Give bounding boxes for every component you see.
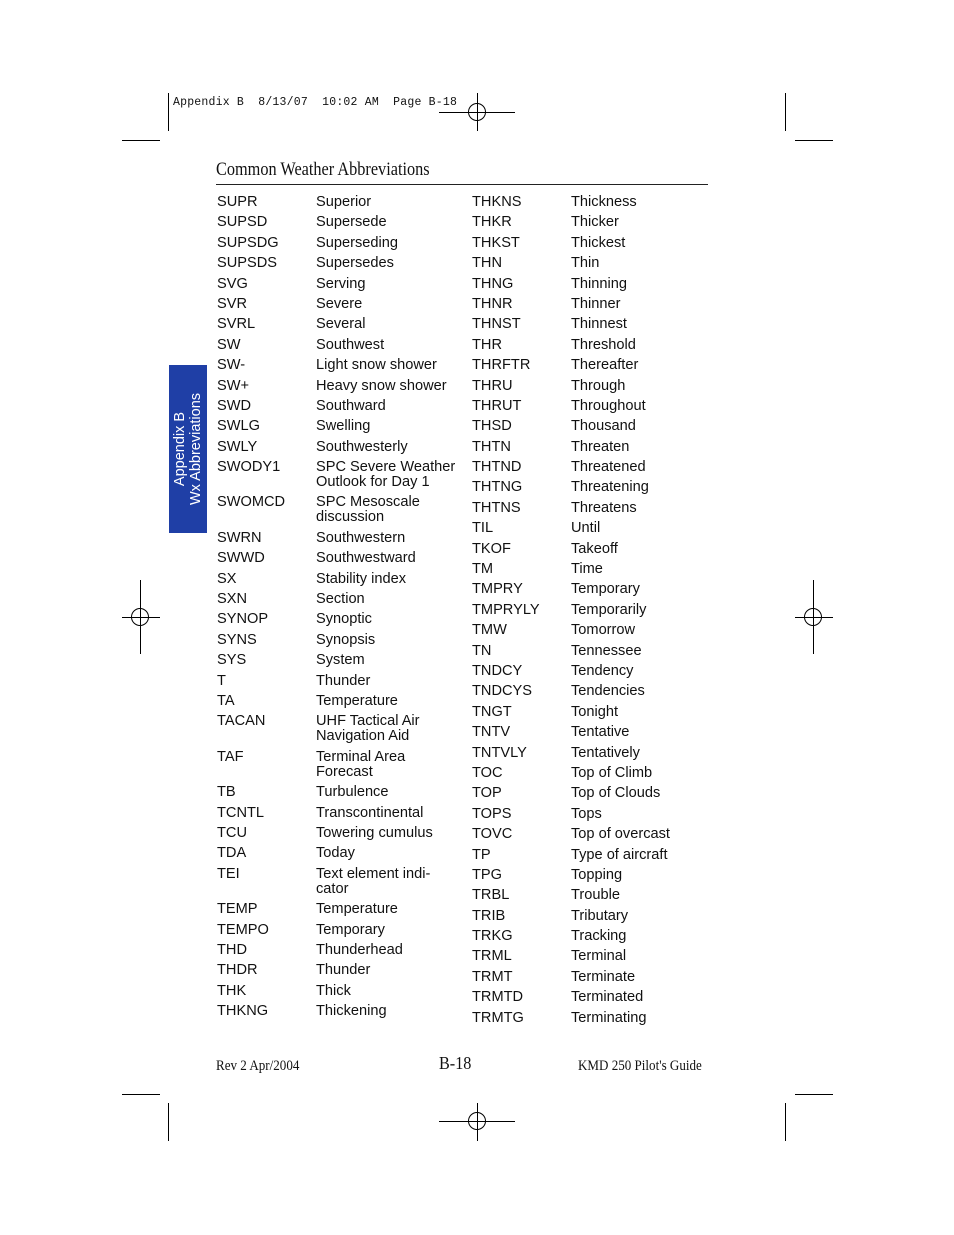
abbreviation-meaning: Thunderhead [316,941,403,958]
abbreviation-meaning: Towering cumulus [316,824,433,841]
abbreviation-meaning: Tributary [571,907,629,924]
abbreviation-code: TRKG [472,928,513,945]
abbreviation-code: THKNS [472,194,522,210]
abbreviation-code: SUPSDG [217,234,279,251]
abbreviation-code: TRMTG [472,1009,524,1026]
abbreviation-meaning: Tracking [571,928,627,945]
abbreviation-row [217,963,467,978]
abbreviation-meaning: Superior [316,194,372,210]
abbreviation-code: SWWD [217,550,265,567]
abbreviation-meaning: Top of Climb [571,764,653,781]
abbreviation-row [472,277,717,292]
abbreviation-meaning: System [316,652,365,669]
abbreviation-code: TA [217,692,235,709]
abbreviation-code: THSD [472,418,512,435]
abbreviation-meaning: Synopsis [316,631,376,648]
abbreviation-row [217,495,467,525]
abbreviation-row [472,562,717,577]
abbreviation-meaning: Threatening [571,479,649,496]
abbreviation-meaning: Top of Clouds [571,785,661,802]
abbreviation-code: SW+ [217,377,250,394]
abbreviation-code: THNG [472,275,514,292]
abbreviation-meaning: Terminal Area Forecast [316,748,406,780]
abbreviation-meaning: Tendencies [571,683,645,700]
abbreviation-meaning: Temporary [571,581,640,598]
abbreviation-meaning: Topping [571,866,623,883]
abbreviation-row [472,236,717,251]
abbreviation-meaning: Takeoff [571,540,618,557]
abbreviation-meaning: Today [316,845,355,862]
abbreviation-code: SUPR [217,194,258,210]
abbreviation-row [472,379,717,394]
abbreviation-row [472,603,717,618]
abbreviation-row [472,399,717,414]
abbreviation-code: SX [217,570,237,587]
abbreviation-row [472,705,717,720]
abbreviation-meaning: Thickness [571,194,637,210]
abbreviation-code: TB [217,784,236,801]
abbreviation-row [472,317,717,332]
abbreviation-row [472,582,717,597]
abbreviation-code: THNR [472,295,513,312]
abbreviation-meaning: Southwest [316,336,385,353]
footer-revision: Rev 2 Apr/2004 [216,1058,300,1074]
abbreviation-row [217,750,467,780]
abbreviation-code: THKST [472,234,520,251]
abbreviation-row [472,848,717,863]
abbreviation-row [472,827,717,842]
abbreviation-code: SW- [217,357,246,374]
abbreviation-row [217,633,467,648]
abbreviation-row [472,338,717,353]
abbreviation-code: SWLG [217,418,260,435]
abbreviation-row [217,236,467,251]
abbreviation-code: TRML [472,948,512,965]
abbreviation-code: SWODY1 [217,459,281,476]
abbreviation-row [217,785,467,800]
abbreviation-code: TCNTL [217,804,265,821]
abbreviation-meaning: SPC Severe Weather Outlook for Day 1 [316,459,456,491]
abbreviation-code: THN [472,255,502,272]
abbreviation-meaning: Terminate [571,968,636,985]
page-title: Common Weather Abbreviations [216,160,430,180]
abbreviation-row [217,612,467,627]
abbreviation-meaning: Tops [571,805,602,822]
abbreviation-code: TNTVLY [472,744,527,761]
abbreviation-meaning: Thicker [571,214,619,231]
abbreviation-code: SYNOP [217,611,269,628]
section-tab [169,365,207,533]
abbreviation-meaning: Threatened [571,459,646,476]
abbreviation-code: SW [217,336,241,353]
abbreviation-row [472,949,717,964]
abbreviation-row [472,644,717,659]
abbreviation-row [217,867,467,897]
abbreviation-row [217,674,467,689]
abbreviation-row [472,684,717,699]
abbreviation-meaning: UHF Tactical Air Navigation Aid [316,713,420,745]
abbreviation-code: THRU [472,377,513,394]
abbreviation-code: TKOF [472,540,511,557]
abbreviation-row [217,1004,467,1019]
abbreviation-code: TNGT [472,703,512,720]
abbreviation-meaning: Several [316,316,366,333]
abbreviation-code: TOC [472,764,503,781]
abbreviation-row [472,542,717,557]
abbreviation-code: TM [472,561,494,578]
abbreviation-meaning: Section [316,591,365,608]
abbreviation-meaning: Temperature [316,692,398,709]
abbreviation-row [472,990,717,1005]
abbreviation-meaning: Thin [571,255,600,272]
abbreviation-code: TIL [472,520,494,537]
abbreviation-code: TEMPO [217,921,269,938]
abbreviation-code: SWD [217,397,252,414]
abbreviation-row [472,460,717,475]
abbreviation-row [472,970,717,985]
abbreviation-code: SYS [217,652,247,669]
abbreviation-meaning: Terminating [571,1009,647,1026]
abbreviation-code: THRFTR [472,357,531,374]
abbreviation-row [217,440,467,455]
abbreviation-row [472,297,717,312]
abbreviation-row [472,623,717,638]
abbreviation-code: SVRL [217,316,256,333]
abbreviation-code: THRUT [472,397,522,414]
abbreviation-code: TN [472,642,492,659]
abbreviation-code: SUPSDS [217,255,278,272]
abbreviation-code: TP [472,846,491,863]
abbreviation-meaning: Supersede [316,214,387,231]
abbreviation-row [472,195,717,210]
abbreviation-row [472,521,717,536]
abbreviation-code: TRMT [472,968,513,985]
abbreviation-code: THK [217,982,247,999]
abbreviation-row [217,195,467,210]
abbreviation-meaning: Tendency [571,662,634,679]
abbreviation-row [472,868,717,883]
abbreviation-meaning: Text element indi- cator [316,865,431,897]
abbreviation-meaning: Thinnest [571,316,627,333]
abbreviation-row [472,725,717,740]
abbreviation-row [472,1011,717,1026]
abbreviation-meaning: Stability index [316,570,407,587]
abbreviation-meaning: Thinner [571,295,621,312]
abbreviation-row [217,902,467,917]
abbreviation-code: SVR [217,295,248,312]
abbreviation-row [217,399,467,414]
abbreviation-column-left [217,195,467,1024]
abbreviation-row [472,786,717,801]
abbreviation-row [472,888,717,903]
abbreviation-meaning: SPC Mesoscale discussion [316,494,420,526]
abbreviation-meaning: Type of aircraft [571,846,668,863]
abbreviation-meaning: Thunder [316,962,371,979]
abbreviation-row [217,572,467,587]
abbreviation-row [472,440,717,455]
abbreviation-meaning: Through [571,377,626,394]
abbreviation-row [472,807,717,822]
abbreviation-code: TEMP [217,901,258,918]
abbreviation-code: SWRN [217,529,262,546]
abbreviation-meaning: Swelling [316,418,371,435]
abbreviation-code: TOPS [472,805,512,822]
abbreviation-row [217,317,467,332]
abbreviation-meaning: Supersedes [316,255,394,272]
abbreviation-code: THD [217,941,247,958]
abbreviation-row [217,256,467,271]
abbreviation-meaning: Synoptic [316,611,372,628]
abbreviation-meaning: Light snow shower [316,357,437,374]
abbreviation-row [217,277,467,292]
abbreviation-code: SUPSD [217,214,268,231]
abbreviation-row [217,694,467,709]
abbreviation-code: TMW [472,622,507,639]
abbreviation-meaning: Serving [316,275,366,292]
abbreviation-code: TOP [472,785,502,802]
abbreviation-meaning: Time [571,561,603,578]
abbreviation-code: THNST [472,316,521,333]
abbreviation-code: TEI [217,865,240,882]
abbreviation-meaning: Transcontinental [316,804,424,821]
abbreviation-meaning: Thinning [571,275,627,292]
abbreviation-row [472,358,717,373]
abbreviation-meaning: Southwesterly [316,438,408,455]
abbreviation-code: THKR [472,214,512,231]
abbreviation-row [472,664,717,679]
abbreviation-meaning: Terminated [571,989,644,1006]
abbreviation-meaning: Temporarily [571,601,647,618]
abbreviation-meaning: Thick [316,982,351,999]
abbreviation-row [217,923,467,938]
abbreviation-code: SVG [217,275,248,292]
abbreviation-row [217,846,467,861]
abbreviation-meaning: Thousand [571,418,636,435]
abbreviation-code: THKNG [217,1003,269,1020]
abbreviation-meaning: Tentatively [571,744,640,761]
print-slug: Appendix B 8/13/07 10:02 AM Page B-18 [173,96,458,109]
abbreviation-row [472,480,717,495]
abbreviation-code: TCU [217,824,247,841]
abbreviation-code: TACAN [217,713,266,730]
abbreviation-meaning: Tonight [571,703,619,720]
abbreviation-meaning: Turbulence [316,784,389,801]
abbreviation-code: TNDCY [472,662,523,679]
abbreviation-row [472,766,717,781]
abbreviation-row [217,592,467,607]
abbreviation-meaning: Temperature [316,901,398,918]
abbreviation-row [472,746,717,761]
abbreviation-row [472,929,717,944]
abbreviation-meaning: Superseding [316,234,398,251]
abbreviation-code: TNDCYS [472,683,532,700]
abbreviation-code: THTNG [472,479,523,496]
abbreviation-row [217,943,467,958]
abbreviation-row [472,909,717,924]
abbreviation-row [472,215,717,230]
abbreviation-code: THTND [472,459,522,476]
abbreviation-code: SWLY [217,438,258,455]
abbreviation-code: THTN [472,438,511,455]
abbreviation-meaning: Southwestern [316,529,406,546]
abbreviation-row [472,256,717,271]
abbreviation-code: TPG [472,866,502,883]
abbreviation-code: TRIB [472,907,506,924]
abbreviation-meaning: Thereafter [571,357,639,374]
abbreviation-row [217,419,467,434]
abbreviation-row [217,215,467,230]
abbreviation-meaning: Thickest [571,234,626,251]
abbreviation-meaning: Top of overcast [571,826,670,843]
abbreviation-meaning: Southward [316,397,386,414]
abbreviation-meaning: Threaten [571,438,630,455]
abbreviation-meaning: Tennessee [571,642,642,659]
abbreviation-meaning: Throughout [571,397,646,414]
abbreviation-code: TRBL [472,887,510,904]
abbreviation-code: TOVC [472,826,513,843]
abbreviation-row [217,297,467,312]
abbreviation-row [217,460,467,490]
abbreviation-row [217,358,467,373]
abbreviation-row [217,379,467,394]
abbreviation-meaning: Temporary [316,921,385,938]
abbreviation-meaning: Tomorrow [571,622,636,639]
abbreviation-row [472,501,717,516]
abbreviation-meaning: Heavy snow shower [316,377,447,394]
abbreviation-row [217,551,467,566]
abbreviation-row [217,714,467,744]
abbreviation-row [472,419,717,434]
abbreviation-row [217,984,467,999]
title-rule [216,184,708,185]
abbreviation-code: SWOMCD [217,494,286,511]
abbreviation-row [217,531,467,546]
abbreviation-meaning: Thickening [316,1003,387,1020]
abbreviation-meaning: Southwestward [316,550,416,567]
abbreviation-column-right [472,195,717,1031]
abbreviation-meaning: Trouble [571,887,620,904]
abbreviation-meaning: Thunder [316,672,371,689]
abbreviation-code: THTNS [472,499,521,516]
abbreviation-meaning: Severe [316,295,363,312]
abbreviation-meaning: Terminal [571,948,627,965]
abbreviation-code: TRMTD [472,989,524,1006]
abbreviation-code: THR [472,336,502,353]
abbreviation-code: TMPRYLY [472,601,540,618]
page-number: B-18 [439,1053,472,1073]
abbreviation-code: THDR [217,962,258,979]
abbreviation-row [217,826,467,841]
abbreviation-meaning: Until [571,520,601,537]
abbreviation-code: TNTV [472,724,511,741]
abbreviation-meaning: Threatens [571,499,637,516]
abbreviation-code: TMPRY [472,581,523,598]
abbreviation-row [217,653,467,668]
abbreviation-code: SYNS [217,631,257,648]
abbreviation-meaning: Threshold [571,336,636,353]
section-tab-label: Appendix B Wx Abbreviations [172,392,204,506]
abbreviation-row [217,806,467,821]
abbreviation-code: T [217,672,226,689]
abbreviation-meaning: Tentative [571,724,630,741]
abbreviation-code: TAF [217,748,244,765]
footer-guide-title: KMD 250 Pilot's Guide [578,1058,702,1074]
abbreviation-code: SXN [217,591,248,608]
abbreviation-code: TDA [217,845,247,862]
abbreviation-row [217,338,467,353]
